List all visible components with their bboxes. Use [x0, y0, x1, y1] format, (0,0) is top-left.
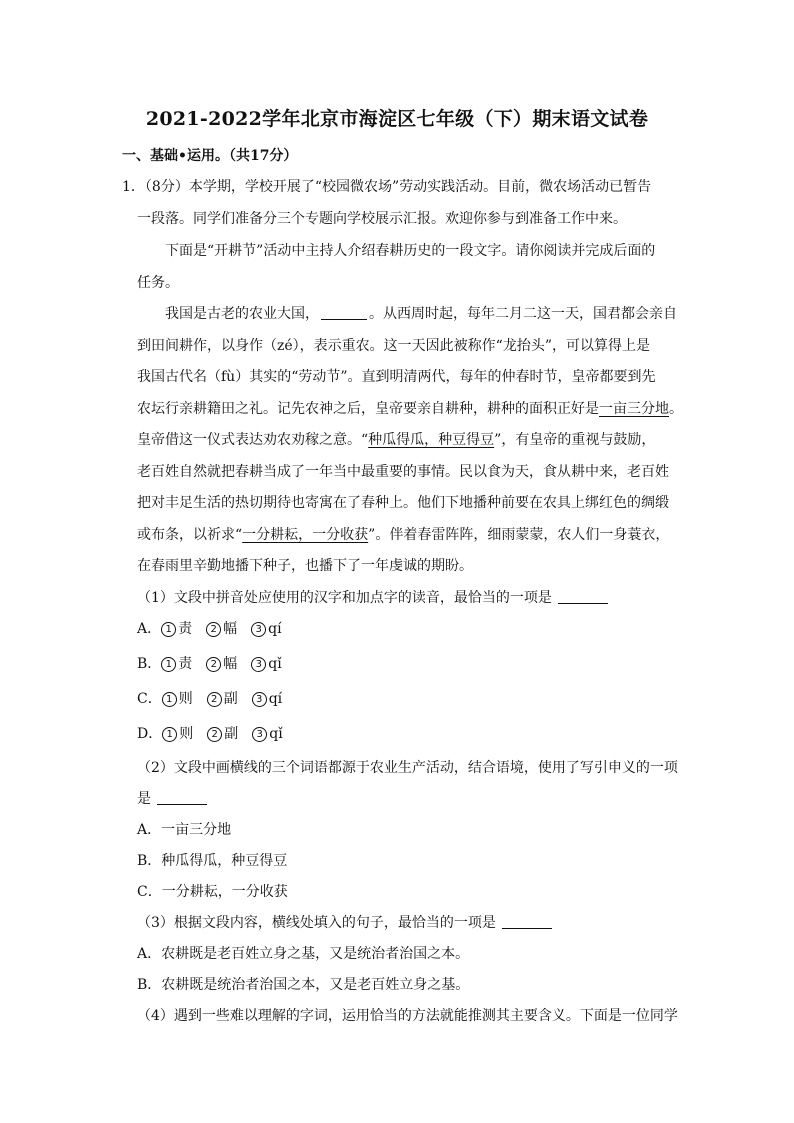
sub2-option-a[interactable]: A．一亩三分地 — [137, 822, 232, 838]
option-part: 责 — [178, 656, 193, 672]
passage-text: 或布条，以祈求“ — [137, 527, 243, 543]
page-title: 2021-2022学年北京市海淀区七年级（下）期末语文试卷 — [145, 108, 649, 130]
passage-text: ”。伴着春雷阵阵，细雨蒙蒙，农人们一身蓑衣， — [368, 527, 670, 543]
q1-task-line-2: 任务。 — [137, 275, 179, 291]
option-part: 副 — [224, 726, 239, 742]
circle-number-icon: 2 — [206, 622, 221, 637]
passage-line-2: 到田间耕作，以身作（zé），表示重农。这一天因此被称作“龙抬头”，可以算得上是 — [137, 338, 650, 354]
passage-line-9: 在春雨里辛勤地播下种子，也播下了一年虔诚的期盼。 — [137, 558, 473, 574]
option-d[interactable] — [137, 724, 297, 744]
passage-text: 农坛行亲耕籍田之礼。记先农神之后，皇帝要亲自耕种，耕种的面积正好是 — [137, 401, 599, 417]
section-heading: 一、基础•运用。（共17分） — [122, 148, 298, 164]
sub-question-2-line-2 — [137, 789, 209, 809]
sub-question-1 — [137, 588, 610, 608]
option-letter: C． — [137, 691, 162, 707]
circle-number-icon: 1 — [162, 692, 177, 707]
sub2-option-c[interactable]: C．一分耕耘，一分收获 — [137, 884, 288, 900]
passage-text: 。 — [669, 401, 683, 417]
option-part: 幅 — [223, 656, 238, 672]
underlined-phrase: 一亩三分地 — [599, 401, 669, 417]
answer-blank — [157, 790, 207, 805]
option-part: qí — [268, 621, 282, 637]
question-text: 是 — [137, 791, 151, 807]
q1-task-line-1: 下面是“开耕节”活动中主持人介绍春耕历史的一段文字。请你阅读并完成后面的 — [165, 243, 656, 259]
option-part: 副 — [223, 691, 238, 707]
circle-number-icon: 3 — [251, 622, 266, 637]
passage-line-6: 老百姓自然就把春耕当成了一年当中最重要的事情。民以食为天，食从耕中来，老百姓 — [137, 464, 669, 480]
option-letter: D． — [137, 726, 163, 742]
circle-number-icon: 3 — [252, 727, 267, 742]
passage-line-4 — [137, 399, 683, 419]
passage-line-3: 我国古代名（fù）其实的“劳动节”。直到明清两代，每年的仲春时节，皇帝都要到先 — [137, 369, 656, 385]
passage-line-5 — [137, 430, 655, 450]
option-a[interactable] — [137, 619, 296, 639]
option-part: qí — [268, 691, 283, 707]
option-part: qǐ — [269, 726, 283, 742]
passage-text: 。从西周时起，每年二月二这一天，国君都会亲自 — [369, 306, 677, 322]
circle-number-icon: 1 — [161, 622, 176, 637]
underlined-phrase: 一分耕耘，一分收获 — [242, 527, 369, 543]
sub2-option-b[interactable]: B．种瓜得瓜，种豆得豆 — [137, 853, 288, 869]
option-part: qǐ — [268, 656, 282, 672]
passage-line-1 — [165, 304, 677, 324]
option-part: 责 — [178, 621, 193, 637]
underlined-phrase: 种瓜得瓜，种豆得豆 — [368, 432, 495, 448]
sub-question-3 — [137, 913, 554, 933]
sub-question-4: （4）遇到一些难以理解的字词，运用恰当的方法就能推测其主要含义。下面是一位同学 — [137, 1008, 678, 1024]
circle-number-icon: 2 — [207, 727, 222, 742]
option-part: 则 — [178, 691, 193, 707]
passage-text: 皇帝借这一仪式表达劝农劝稼之意。“ — [137, 432, 369, 448]
answer-blank — [558, 589, 608, 604]
sub3-option-a[interactable]: A．农耕既是老百姓立身之基，又是统治者治国之本。 — [137, 946, 470, 962]
passage-text: ”，有皇帝的重视与鼓励， — [494, 432, 656, 448]
fill-blank — [321, 305, 367, 320]
circle-number-icon: 3 — [252, 692, 267, 707]
circle-number-icon: 3 — [251, 657, 266, 672]
option-part: 幅 — [223, 621, 238, 637]
option-b[interactable] — [137, 654, 296, 674]
passage-line-7: 把对丰足生活的热切期待也寄寓在了春种上。他们下地播种前要在农具上绑红色的绸缎 — [137, 495, 669, 511]
circle-number-icon: 2 — [207, 692, 222, 707]
circle-number-icon: 1 — [161, 657, 176, 672]
question-text: （1）文段中拼音处应使用的汉字和加点字的读音，最恰当的一项是 — [137, 590, 552, 606]
q1-intro-line-2: 一段落。同学们准备分三个专题向学校展示汇报。欢迎你参与到准备工作中来。 — [137, 211, 627, 227]
passage-line-8 — [137, 525, 669, 545]
circle-number-icon: 1 — [162, 727, 177, 742]
sub3-option-b[interactable]: B．农耕既是统治者治国之本，又是老百姓立身之基。 — [137, 977, 470, 993]
option-letter: B． — [137, 656, 162, 672]
question-text: （3）根据文段内容，横线处填入的句子，最恰当的一项是 — [137, 915, 496, 931]
sub-question-2-line-1: （2）文段中画横线的三个词语都源于农业生产活动，结合语境，使用了写引申义的一项 — [137, 760, 678, 776]
option-c[interactable] — [137, 689, 296, 709]
q1-intro-line-1: 1．（8分）本学期，学校开展了“校园微农场”劳动实践活动。目前，微农场活动已暂告 — [122, 179, 652, 195]
option-part: 则 — [179, 726, 194, 742]
option-letter: A． — [137, 621, 162, 637]
answer-blank — [502, 914, 552, 929]
circle-number-icon: 2 — [206, 657, 221, 672]
passage-text: 我国是古老的农业大国， — [165, 306, 319, 322]
